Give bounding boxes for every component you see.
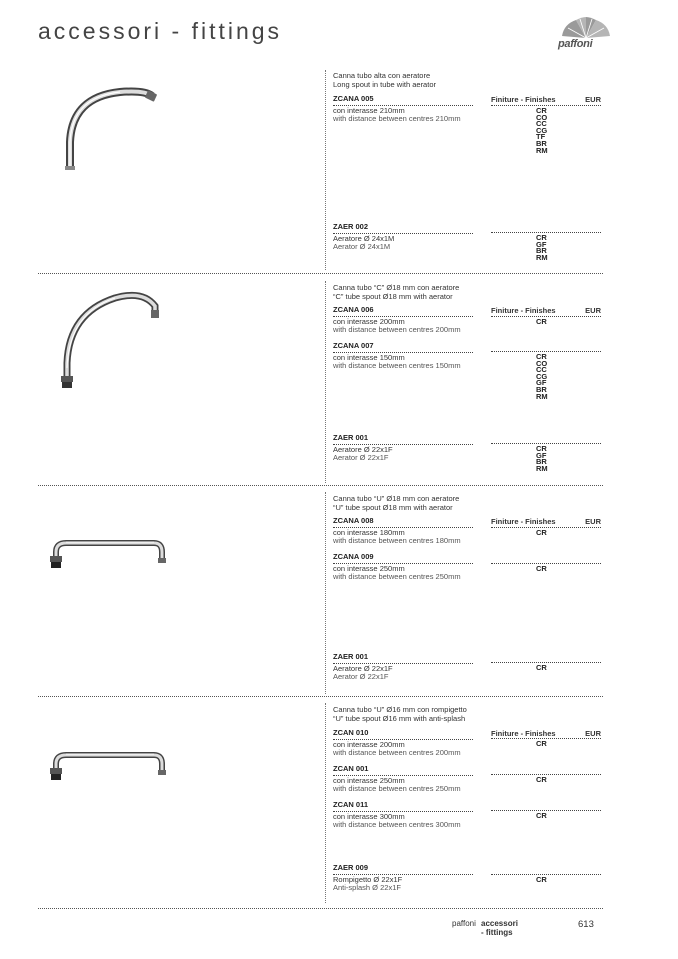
- finishes-list: [491, 105, 601, 155]
- finishes-list: [491, 874, 601, 884]
- finish-code: CR: [536, 233, 547, 242]
- finishes-list: [491, 774, 601, 784]
- product-desc-en: Aerator Ø 22x1F: [333, 453, 389, 462]
- finish-code: CO: [536, 358, 548, 368]
- finishes-list: [491, 351, 601, 401]
- product-desc-it: con interasse 250mm: [333, 775, 405, 785]
- finish-codes: [536, 813, 547, 820]
- product-desc-it: Aeratore Ø 24x1M: [333, 233, 395, 243]
- finish-code: CR: [536, 444, 547, 453]
- finishes-list: [491, 443, 601, 473]
- finishes-list: [491, 563, 601, 573]
- finish-code: CR: [536, 739, 547, 748]
- product-item: [333, 864, 473, 893]
- finish-codes: [536, 108, 548, 154]
- product-item: [333, 801, 473, 830]
- finishes-list: [491, 662, 601, 672]
- finish-code: CR: [536, 875, 547, 884]
- finish-code: CR: [536, 528, 547, 537]
- finish-code: CR: [536, 775, 547, 784]
- product-item: [333, 729, 473, 758]
- product-code: ZCAN 011: [333, 801, 473, 812]
- finish-code: BR: [536, 138, 547, 148]
- product-code: ZAER 009: [333, 864, 473, 875]
- desc-it: Canna tubo alta con aeratore: [333, 71, 431, 80]
- column-divider: [325, 703, 326, 903]
- paffoni-logo: [556, 16, 616, 52]
- section-divider: [38, 273, 603, 274]
- desc-en: “C” tube spout Ø18 mm with aerator: [333, 291, 453, 301]
- page-number: 613: [578, 919, 594, 930]
- product-image-u-spout-18: [46, 536, 171, 577]
- product-desc-en: with distance between centres 300mm: [333, 820, 461, 829]
- finish-code: CC: [536, 365, 547, 375]
- finish-code: BR: [536, 246, 547, 256]
- finish-codes: [536, 877, 547, 884]
- column-divider: [325, 70, 326, 270]
- finish-code: CR: [536, 564, 547, 573]
- desc-en: “U” tube spout Ø18 mm with aerator: [333, 502, 453, 512]
- desc-it: Canna tubo “U” Ø16 mm con rompigetto: [333, 705, 467, 714]
- product-desc-en: with distance between centres 200mm: [333, 748, 461, 757]
- finish-code: CR: [536, 352, 547, 361]
- product-desc-en: with distance between centres 250mm: [333, 784, 461, 793]
- section-1-description: [333, 72, 436, 89]
- finish-code: CC: [536, 119, 547, 129]
- finish-code: BR: [536, 384, 547, 394]
- finishes-label: Finiture - Finishes: [491, 729, 556, 738]
- product-desc-en: Aerator Ø 22x1F: [333, 672, 389, 681]
- product-desc-en: with distance between centres 200mm: [333, 325, 461, 334]
- finishes-label: Finiture - Finishes: [491, 517, 556, 526]
- eur-label: EUR: [585, 95, 601, 104]
- product-desc-it: con interasse 200mm: [333, 316, 405, 326]
- product-code: ZCAN 010: [333, 729, 473, 740]
- eur-label: EUR: [585, 306, 601, 315]
- finish-codes: [536, 530, 547, 537]
- finish-code: CG: [536, 125, 548, 135]
- product-code: ZCANA 008: [333, 517, 473, 528]
- product-image-long-spout: [60, 82, 160, 182]
- product-desc-it: Aeratore Ø 22x1F: [333, 663, 393, 673]
- product-desc-it: con interasse 150mm: [333, 352, 405, 362]
- finish-code: RM: [536, 145, 548, 155]
- finishes-header: [491, 729, 601, 738]
- product-code: ZCANA 007: [333, 342, 473, 353]
- product-desc-en: with distance between centres 250mm: [333, 572, 461, 581]
- product-item: [333, 223, 473, 252]
- product-image-c-spout: [55, 288, 165, 401]
- product-desc-it: Rompigetto Ø 22x1F: [333, 874, 403, 884]
- finishes-list: [491, 810, 601, 820]
- finish-codes: [536, 354, 548, 400]
- finish-code: CR: [536, 811, 547, 820]
- finish-code: CO: [536, 112, 548, 122]
- finish-code: CG: [536, 371, 548, 381]
- product-item: [333, 306, 473, 335]
- finish-codes: [536, 235, 548, 261]
- product-image-u-spout-16: [46, 748, 171, 789]
- product-desc-it: con interasse 200mm: [333, 739, 405, 749]
- column-divider: [325, 281, 326, 483]
- product-code: ZAER 002: [333, 223, 473, 234]
- section-divider: [38, 908, 603, 909]
- finishes-label: Finiture - Finishes: [491, 306, 556, 315]
- desc-en: “U” tube spout Ø16 mm with anti-splash: [333, 713, 466, 723]
- finishes-list: [491, 316, 601, 326]
- finishes-header: [491, 517, 601, 526]
- logo-text: paffoni: [558, 38, 593, 50]
- finish-code: RM: [536, 391, 548, 401]
- product-desc-en: with distance between centres 210mm: [333, 114, 461, 123]
- product-desc-it: con interasse 250mm: [333, 563, 405, 573]
- finish-codes: [536, 741, 547, 748]
- product-code: ZCANA 006: [333, 306, 473, 317]
- desc-it: Canna tubo “C” Ø18 mm con aeratore: [333, 283, 460, 292]
- page-title: accessori - fittings: [38, 18, 283, 44]
- finish-code: CR: [536, 663, 547, 672]
- footer-brand: paffoni: [452, 919, 476, 928]
- finish-codes: [536, 446, 548, 472]
- product-item: [333, 765, 473, 794]
- finishes-list: [491, 232, 601, 262]
- finishes-header: [491, 306, 601, 315]
- finish-codes: [536, 665, 547, 672]
- section-divider: [38, 485, 603, 486]
- product-desc-en: Anti-splash Ø 22x1F: [333, 883, 401, 892]
- product-desc-it: Aeratore Ø 22x1F: [333, 444, 393, 454]
- finish-codes: [536, 777, 547, 784]
- finish-code: CR: [536, 317, 547, 326]
- product-code: ZCAN 001: [333, 765, 473, 776]
- product-code: ZCANA 009: [333, 553, 473, 564]
- eur-label: EUR: [585, 517, 601, 526]
- footer-category: accessori - fittings: [481, 919, 518, 937]
- section-3-description: [333, 495, 459, 512]
- finishes-header: [491, 95, 601, 104]
- finish-code: TF: [536, 132, 546, 142]
- desc-it: Canna tubo “U” Ø18 mm con aeratore: [333, 494, 460, 503]
- product-desc-en: Aerator Ø 24x1M: [333, 242, 391, 251]
- finish-code: GF: [536, 239, 547, 249]
- finishes-list: [491, 527, 601, 537]
- section-divider: [38, 696, 603, 697]
- product-desc-en: with distance between centres 150mm: [333, 361, 461, 370]
- desc-en: Long spout in tube with aerator: [333, 79, 436, 89]
- product-item: [333, 342, 473, 371]
- eur-label: EUR: [585, 729, 601, 738]
- finishes-label: Finiture - Finishes: [491, 95, 556, 104]
- product-code: ZAER 001: [333, 434, 473, 445]
- finish-code: RM: [536, 463, 548, 473]
- section-2-description: [333, 284, 459, 301]
- product-item: [333, 653, 473, 682]
- product-item: [333, 517, 473, 546]
- finish-code: GF: [536, 378, 547, 388]
- product-item: [333, 553, 473, 582]
- product-desc-it: con interasse 300mm: [333, 811, 405, 821]
- product-code: ZCANA 005: [333, 95, 473, 106]
- finish-codes: [536, 319, 547, 326]
- product-item: [333, 95, 473, 124]
- finish-code: RM: [536, 252, 548, 262]
- section-4-description: [333, 706, 467, 723]
- product-item: [333, 434, 473, 463]
- product-code: ZAER 001: [333, 653, 473, 664]
- finish-code: CR: [536, 106, 547, 115]
- finishes-list: [491, 738, 601, 748]
- finish-code: GF: [536, 450, 547, 460]
- finish-code: BR: [536, 457, 547, 467]
- product-desc-it: con interasse 180mm: [333, 527, 405, 537]
- column-divider: [325, 492, 326, 694]
- product-desc-en: with distance between centres 180mm: [333, 536, 461, 545]
- fan-logo-icon: [556, 16, 616, 40]
- finish-codes: [536, 566, 547, 573]
- product-desc-it: con interasse 210mm: [333, 105, 405, 115]
